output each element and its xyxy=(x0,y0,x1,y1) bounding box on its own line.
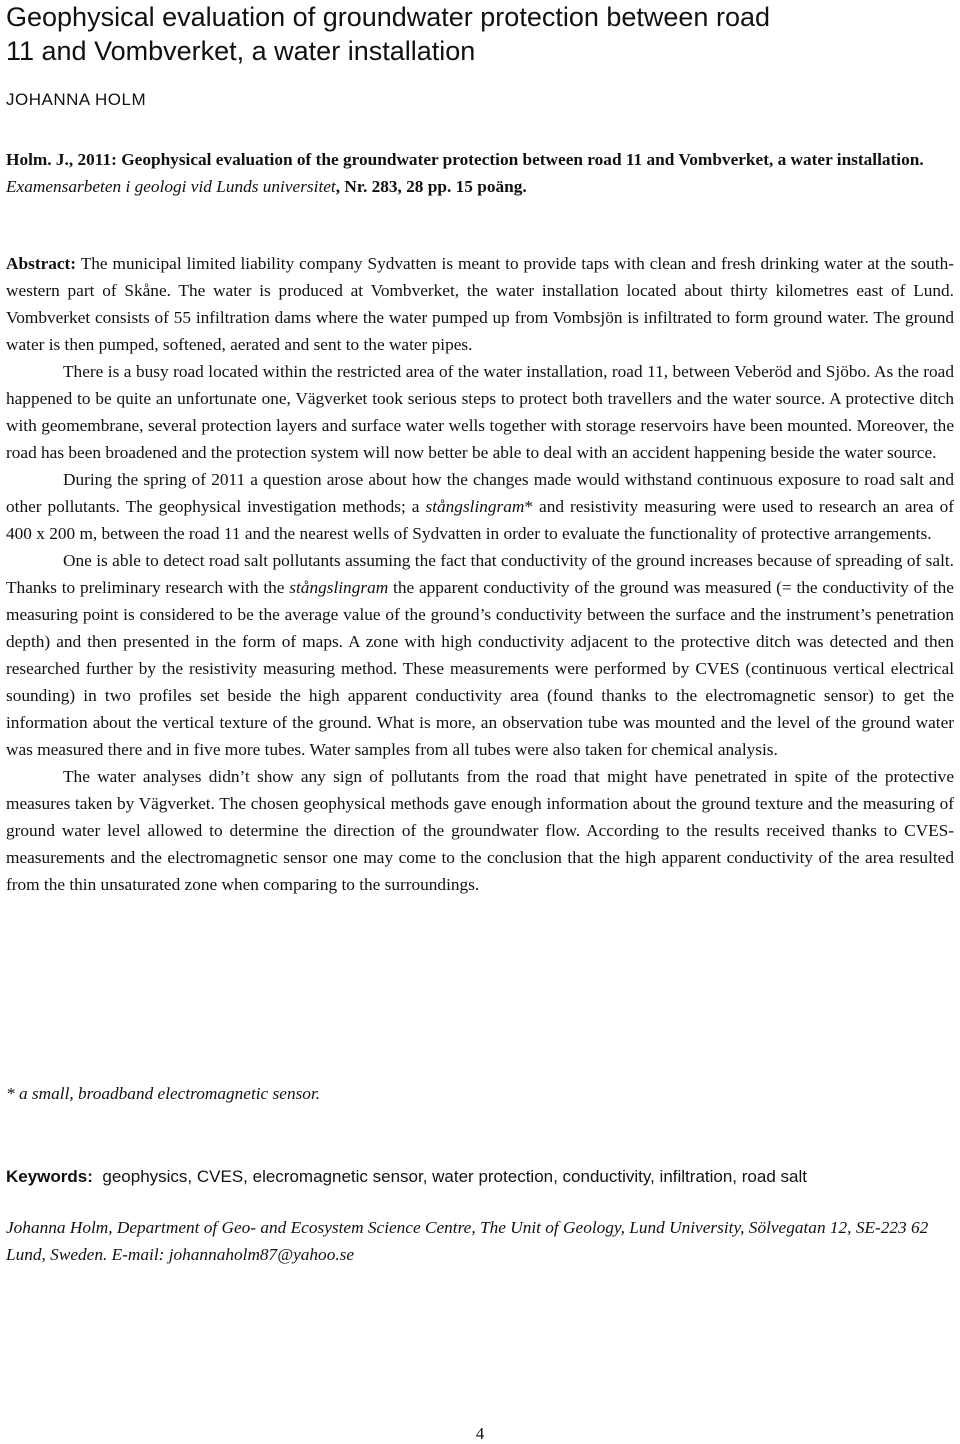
abstract-p3-b: * and resistivity measuring were used to research an area of 400 x 200 m, between the road 11 and the nearest wells of Sydvatten in order to evaluate the functionality of protective arrangements. xyxy=(6,497,955,543)
citation-series: Examensarbeten i geologi vid Lunds universitet xyxy=(6,177,336,196)
abstract-p4-a: One is able to detect road salt pollutants assuming the fact that conductivity of the ground increases because of spreading of salt. Thanks to preliminary research with the xyxy=(6,551,954,597)
citation xyxy=(6,146,954,200)
abstract-paragraph-5: The water analyses didn’t show any sign of pollutants from the road that might have penetrated in spite of the protective measures taken by Vägverket. The chosen geophysical methods gave enough information about the ground texture and the measuring of ground water level allowed to determine the direction of the groundwater flow. According to the results received thanks to CVES-measurements and the electromagnetic sensor one may come to the conclusion that the high apparent conductivity of the area resulted from the thin unsaturated zone when comparing to the surroundings. xyxy=(6,767,954,894)
abstract-paragraph-4 xyxy=(6,547,954,763)
citation-lead: Holm. J., 2011: Geophysical evaluation of the groundwater protection between road 11 and Vombverket, a water installation. xyxy=(6,150,924,169)
citation-tail: , Nr. 283, 28 pp. 15 poäng. xyxy=(335,177,527,196)
page-number: 4 xyxy=(475,1424,485,1443)
footnote: * a small, broadband electromagnetic sensor. xyxy=(6,1084,321,1103)
paper-title xyxy=(6,0,956,68)
abstract-label: Abstract: xyxy=(6,254,77,273)
abstract-p4-b: the apparent conductivity of the ground was measured (= the conductivity of the measuring point is considered to be the average value of the ground’s conductivity between the surface and the instrument’s penetration depth) and then presented in the form of maps. A zone with high conductivity adjacent to the protective ditch was detected and then researched further by the resistivity measuring method. These measurements were performed by CVES (continuous vertical electrical sounding) in two profiles set beside the high apparent conductivity area (found thanks to the electromagnetic sensor) to get the information about the vertical texture of the ground. What is more, an observation tube was mounted and the level of the ground water was measured there and in five more tubes. Water samples from all tubes were also taken for chemical analysis. xyxy=(6,578,954,759)
abstract-paragraph-1 xyxy=(6,250,954,358)
keywords xyxy=(6,1163,807,1190)
abstract-paragraph-3 xyxy=(6,466,954,547)
abstract-p1-text: The municipal limited liability company Sydvatten is meant to provide taps with clean and fresh drinking water at the south-western part of Skåne. The water is produced at Vombverket, the water installation located about thirty kilometres east of Lund. Vombverket consists of 55 infiltration dams where the water pumped up from Vombsjön is infiltrated to form ground water. The ground water is then pumped, softened, aerated and sent to the water pipes. xyxy=(6,254,954,354)
paper-title-line-1: Geophysical evaluation of groundwater protection between road xyxy=(6,2,770,32)
author-affiliation: Johanna Holm, Department of Geo- and Ecosystem Science Centre, The Unit of Geology, Lund University, Sölvegatan 12, SE-223 62 Lund, Sweden. E-mail: johannaholm87@yahoo.se xyxy=(6,1218,929,1264)
author-name: JOHANNA HOLM xyxy=(6,90,147,109)
abstract-p3-a: During the spring of 2011 a question arose about how the changes made would withstand continuous exposure to road salt and other pollutants. The geophysical investigation methods; a xyxy=(6,470,954,516)
abstract xyxy=(6,250,954,898)
keywords-label: Keywords: xyxy=(6,1167,93,1186)
keywords-text: geophysics, CVES, elecromagnetic sensor, water protection, conductivity, infiltration, road salt xyxy=(102,1167,807,1186)
term-stangslingram-2: stångslingram xyxy=(289,578,389,597)
abstract-paragraph-2: There is a busy road located within the restricted area of the water installation, road 11, between Veberöd and Sjöbo. As the road happened to be quite an unfortunate one, Vägverket took serious steps to protect both travellers and the water source. A protective ditch with geomembrane, several protection layers and surface water wells together with storage reservoirs have been mounted. Moreover, the road has been broadened and the protection system will now better be able to deal with an accident happening beside the water source. xyxy=(6,362,954,462)
paper-title-line-2: 11 and Vombverket, a water installation xyxy=(6,36,476,66)
term-stangslingram: stångslingram xyxy=(425,497,525,516)
